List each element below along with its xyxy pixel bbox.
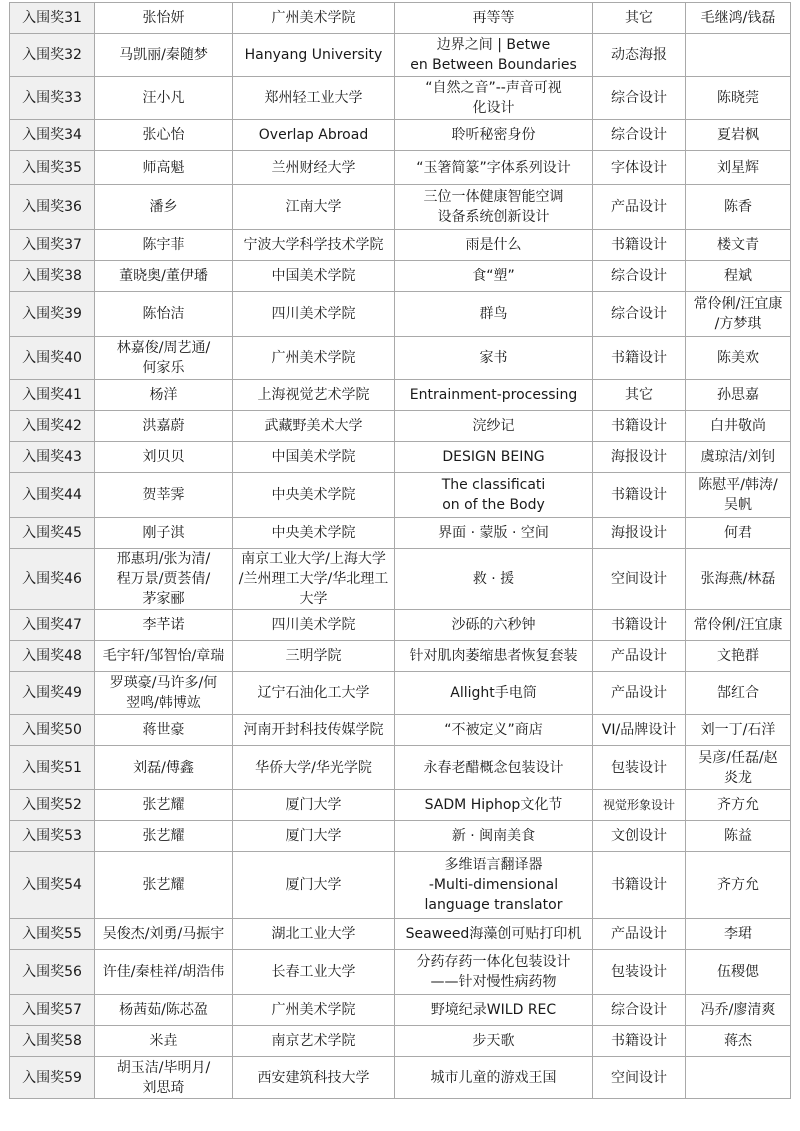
cell-award: 入围奖33 [10,77,95,120]
cell-award: 入围奖52 [10,790,95,821]
table-row [10,185,791,230]
cell-student: 陈怡洁 [95,292,233,337]
cell-title: 家书 [395,337,593,380]
cell-student: 刘磊/傅鑫 [95,746,233,790]
cell-category: 其它 [593,380,686,411]
cell-category: 产品设计 [593,185,686,230]
cell-category: 书籍设计 [593,852,686,919]
cell-title: 边界之间 | Betwe en Between Boundaries [395,34,593,77]
cell-award: 入围奖45 [10,518,95,549]
cell-advisor: 冯乔/廖清爽 [686,995,791,1026]
cell-student: 李芊诺 [95,610,233,641]
table-row [10,995,791,1026]
cell-advisor: 陈益 [686,821,791,852]
table-row [10,790,791,821]
cell-school: 中央美术学院 [233,518,395,549]
cell-advisor: 陈美欢 [686,337,791,380]
cell-category: 空间设计 [593,1057,686,1099]
cell-advisor: 郜红合 [686,672,791,715]
cell-category: 书籍设计 [593,411,686,442]
cell-school: 武藏野美术大学 [233,411,395,442]
cell-advisor: 毛继鸿/钱磊 [686,3,791,34]
cell-student: 董晓奥/董伊璠 [95,261,233,292]
table-row [10,3,791,34]
table-row [10,411,791,442]
cell-title: 救 · 援 [395,549,593,610]
cell-award: 入围奖57 [10,995,95,1026]
cell-category: 海报设计 [593,442,686,473]
cell-school: 四川美术学院 [233,292,395,337]
table-row [10,473,791,518]
cell-advisor: 白井敬尚 [686,411,791,442]
cell-title: 雨是什么 [395,230,593,261]
table-row [10,261,791,292]
cell-title: “不被定义”商店 [395,715,593,746]
cell-award: 入围奖55 [10,919,95,950]
cell-award: 入围奖43 [10,442,95,473]
cell-title: “自然之音”--声音可视 化设计 [395,77,593,120]
cell-category: 产品设计 [593,672,686,715]
cell-award: 入围奖51 [10,746,95,790]
table-row [10,1026,791,1057]
cell-award: 入围奖41 [10,380,95,411]
cell-award: 入围奖59 [10,1057,95,1099]
awards-table [9,2,791,1099]
cell-title: Entrainment-processing [395,380,593,411]
cell-title: 再等等 [395,3,593,34]
table-row [10,151,791,185]
table-row [10,380,791,411]
cell-advisor: 蒋杰 [686,1026,791,1057]
cell-student: 杨茜茹/陈芯盈 [95,995,233,1026]
cell-advisor: 虞琼洁/刘钊 [686,442,791,473]
cell-category: 包装设计 [593,746,686,790]
cell-title: Seaweed海藻创可贴打印机 [395,919,593,950]
cell-award: 入围奖53 [10,821,95,852]
table-row [10,672,791,715]
awards-table-body [10,3,791,1099]
cell-advisor: 夏岩枫 [686,120,791,151]
cell-category: 综合设计 [593,77,686,120]
cell-student: 潘乡 [95,185,233,230]
cell-student: 刘贝贝 [95,442,233,473]
cell-title: 多维语言翻译器 -Multi-dimensional language translator [395,852,593,919]
cell-award: 入围奖37 [10,230,95,261]
cell-advisor: 常伶俐/汪宜康 /方梦琪 [686,292,791,337]
cell-school: 广州美术学院 [233,995,395,1026]
cell-school: 河南开封科技传媒学院 [233,715,395,746]
table-row [10,34,791,77]
cell-title: 野境纪录WILD REC [395,995,593,1026]
cell-award: 入围奖50 [10,715,95,746]
cell-title: 浣纱记 [395,411,593,442]
cell-student: 洪嘉蔚 [95,411,233,442]
cell-award: 入围奖42 [10,411,95,442]
cell-title: 新 · 闽南美食 [395,821,593,852]
cell-category: 书籍设计 [593,610,686,641]
table-row [10,641,791,672]
cell-category: 综合设计 [593,120,686,151]
cell-student: 罗瑛豪/马许多/何 翌鸣/韩博竑 [95,672,233,715]
cell-school: 江南大学 [233,185,395,230]
cell-title: 界面 · 蒙版 · 空间 [395,518,593,549]
cell-advisor: 陈香 [686,185,791,230]
cell-award: 入围奖35 [10,151,95,185]
cell-award: 入围奖54 [10,852,95,919]
cell-student: 米垚 [95,1026,233,1057]
table-row [10,715,791,746]
cell-award: 入围奖47 [10,610,95,641]
cell-category: 综合设计 [593,995,686,1026]
cell-category: 综合设计 [593,261,686,292]
table-row [10,442,791,473]
cell-category: 视觉形象设计 [593,790,686,821]
cell-school: 南京工业大学/上海大学 /兰州理工大学/华北理工 大学 [233,549,395,610]
cell-student: 张心怡 [95,120,233,151]
cell-school: 华侨大学/华光学院 [233,746,395,790]
table-row [10,337,791,380]
cell-advisor: 齐方允 [686,852,791,919]
cell-student: 张怡妍 [95,3,233,34]
cell-school: 上海视觉艺术学院 [233,380,395,411]
cell-advisor: 孙思嘉 [686,380,791,411]
cell-student: 陈宇菲 [95,230,233,261]
cell-category: 字体设计 [593,151,686,185]
table-row [10,746,791,790]
cell-title: 步天歌 [395,1026,593,1057]
cell-award: 入围奖46 [10,549,95,610]
cell-award: 入围奖40 [10,337,95,380]
cell-category: 产品设计 [593,919,686,950]
cell-category: 文创设计 [593,821,686,852]
cell-student: 邢惠玥/张为清/ 程万景/贾荟倩/ 茅家郦 [95,549,233,610]
cell-category: 书籍设计 [593,230,686,261]
cell-school: 四川美术学院 [233,610,395,641]
cell-category: 书籍设计 [593,1026,686,1057]
cell-advisor: 常伶俐/汪宜康 [686,610,791,641]
cell-category: 包装设计 [593,950,686,995]
table-row [10,120,791,151]
cell-title: 群鸟 [395,292,593,337]
cell-award: 入围奖31 [10,3,95,34]
cell-title: 食“塑” [395,261,593,292]
cell-advisor: 何君 [686,518,791,549]
cell-school: 三明学院 [233,641,395,672]
cell-school: 中国美术学院 [233,261,395,292]
cell-school: 湖北工业大学 [233,919,395,950]
cell-school: 辽宁石油化工大学 [233,672,395,715]
cell-school: 兰州财经大学 [233,151,395,185]
cell-school: 厦门大学 [233,821,395,852]
cell-award: 入围奖38 [10,261,95,292]
cell-advisor: 刘星辉 [686,151,791,185]
cell-category: 动态海报 [593,34,686,77]
cell-award: 入围奖44 [10,473,95,518]
table-row [10,1057,791,1099]
cell-award: 入围奖56 [10,950,95,995]
cell-category: 书籍设计 [593,473,686,518]
cell-title: 分药存药一体化包装设计 ——针对慢性病药物 [395,950,593,995]
cell-category: 其它 [593,3,686,34]
cell-title: 永春老醋概念包装设计 [395,746,593,790]
cell-advisor: 李珺 [686,919,791,950]
cell-school: Overlap Abroad [233,120,395,151]
cell-school: 中国美术学院 [233,442,395,473]
cell-student: 许佳/秦桂祥/胡浩伟 [95,950,233,995]
cell-advisor: 陈晓莞 [686,77,791,120]
cell-title: 三位一体健康智能空调 设备系统创新设计 [395,185,593,230]
cell-advisor: 文艳群 [686,641,791,672]
cell-student: 杨洋 [95,380,233,411]
table-row [10,292,791,337]
cell-student: 张艺耀 [95,821,233,852]
cell-advisor: 陈慰平/韩涛/ 吴帆 [686,473,791,518]
cell-title: 城市儿童的游戏王国 [395,1057,593,1099]
cell-title: “玉箸简篆”字体系列设计 [395,151,593,185]
cell-title: 聆听秘密身份 [395,120,593,151]
cell-advisor: 张海燕/林磊 [686,549,791,610]
cell-school: 宁波大学科学技术学院 [233,230,395,261]
cell-advisor: 程斌 [686,261,791,292]
cell-category: VI/品牌设计 [593,715,686,746]
cell-student: 马凯丽/秦随梦 [95,34,233,77]
cell-title: The classificati on of the Body [395,473,593,518]
cell-category: 书籍设计 [593,337,686,380]
cell-student: 吴俊杰/刘勇/马振宇 [95,919,233,950]
cell-title: SADM Hiphop文化节 [395,790,593,821]
cell-school: 西安建筑科技大学 [233,1057,395,1099]
cell-advisor [686,34,791,77]
cell-school: 南京艺术学院 [233,1026,395,1057]
table-row [10,852,791,919]
cell-award: 入围奖34 [10,120,95,151]
cell-award: 入围奖49 [10,672,95,715]
cell-category: 产品设计 [593,641,686,672]
cell-award: 入围奖48 [10,641,95,672]
cell-school: 中央美术学院 [233,473,395,518]
cell-school: 厦门大学 [233,852,395,919]
cell-award: 入围奖32 [10,34,95,77]
cell-advisor: 齐方允 [686,790,791,821]
cell-award: 入围奖58 [10,1026,95,1057]
cell-school: 广州美术学院 [233,337,395,380]
cell-award: 入围奖39 [10,292,95,337]
table-row [10,77,791,120]
cell-student: 毛宇轩/邹智怡/章瑞 [95,641,233,672]
cell-school: 长春工业大学 [233,950,395,995]
cell-advisor: 刘一丁/石洋 [686,715,791,746]
cell-student: 贺莘霁 [95,473,233,518]
cell-school: 广州美术学院 [233,3,395,34]
cell-category: 空间设计 [593,549,686,610]
table-row [10,821,791,852]
cell-category: 海报设计 [593,518,686,549]
cell-student: 张艺耀 [95,790,233,821]
cell-award: 入围奖36 [10,185,95,230]
cell-student: 胡玉洁/毕明月/ 刘思琦 [95,1057,233,1099]
cell-school: Hanyang University [233,34,395,77]
cell-advisor: 伍稷偲 [686,950,791,995]
table-row [10,518,791,549]
cell-student: 汪小凡 [95,77,233,120]
cell-category: 综合设计 [593,292,686,337]
table-row [10,610,791,641]
cell-advisor [686,1057,791,1099]
cell-title: 针对肌肉萎缩患者恢复套装 [395,641,593,672]
table-row [10,230,791,261]
cell-title: DESIGN BEING [395,442,593,473]
cell-student: 师高魁 [95,151,233,185]
table-row [10,549,791,610]
cell-school: 郑州轻工业大学 [233,77,395,120]
cell-student: 张艺耀 [95,852,233,919]
cell-title: Allight手电筒 [395,672,593,715]
table-row [10,950,791,995]
cell-title: 沙砾的六秒钟 [395,610,593,641]
cell-student: 林嘉俊/周艺通/ 何家乐 [95,337,233,380]
table-row [10,919,791,950]
cell-advisor: 楼文青 [686,230,791,261]
cell-student: 蒋世豪 [95,715,233,746]
cell-student: 刚子淇 [95,518,233,549]
cell-school: 厦门大学 [233,790,395,821]
cell-advisor: 吴彦/任磊/赵 炎龙 [686,746,791,790]
